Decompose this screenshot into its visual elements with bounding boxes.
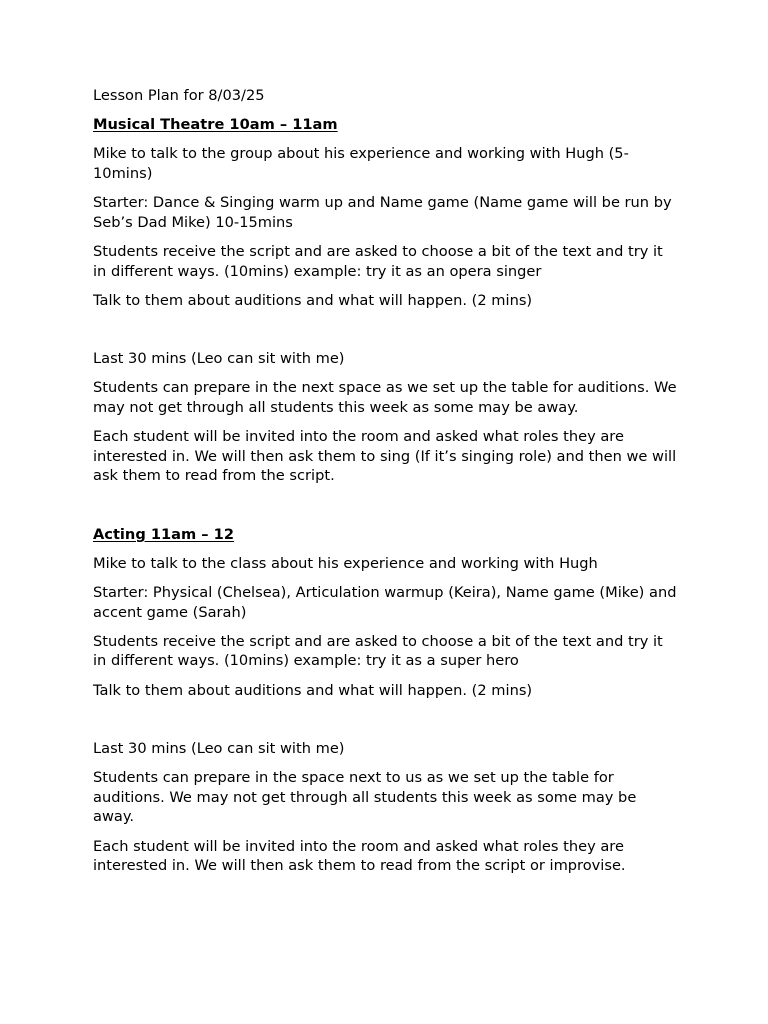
blank-line	[93, 495, 678, 515]
paragraph: Last 30 mins (Leo can sit with me)	[93, 739, 345, 757]
paragraph: Talk to them about auditions and what will happen. (2 mins)	[93, 681, 533, 699]
paragraph: Each student will be invited into the room and asked what roles they are interested in. We will then ask them to sing (If it’s singing role) and then we will ask them to read from the script.	[93, 428, 677, 485]
section-heading-musical-theatre: Musical Theatre 10am – 11am	[93, 116, 338, 134]
paragraph: Students receive the script and are asked to choose a bit of the text and try it in different ways. (10mins) example: try it as a super hero	[93, 632, 663, 670]
paragraph: Last 30 mins (Leo can sit with me)	[93, 350, 345, 368]
paragraph: Each student will be invited into the room and asked what roles they are interested in. We will then ask them to read from the script or improvise.	[93, 837, 626, 875]
paragraph: Starter: Dance & Singing warm up and Name game (Name game will be run by Seb’s Dad Mike) 10-15mins	[93, 194, 672, 231]
paragraph: Starter: Physical (Chelsea), Articulation warmup (Keira), Name game (Mike) and accent game (Sarah)	[93, 584, 677, 621]
paragraph: Students can prepare in the space next to us as we set up the table for auditions. We may not get through all students this week as some may be away.	[93, 769, 637, 826]
section-heading-acting: Acting 11am – 12	[93, 525, 234, 543]
blank-line	[93, 710, 678, 730]
paragraph: Mike to talk to the group about his experience and working with Hugh (5-10mins)	[93, 145, 629, 182]
paragraph: Talk to them about auditions and what will happen. (2 mins)	[93, 291, 533, 309]
blank-line	[93, 320, 678, 340]
paragraph: Students receive the script and are asked to choose a bit of the text and try it in different ways. (10mins) example: try it as an opera singer	[93, 242, 663, 280]
paragraph: Students can prepare in the next space as we set up the table for auditions. We may not get through all students this week as some may be away.	[93, 379, 677, 416]
paragraph: Mike to talk to the class about his experience and working with Hugh	[93, 554, 598, 572]
document-title: Lesson Plan for 8/03/25	[93, 87, 265, 104]
